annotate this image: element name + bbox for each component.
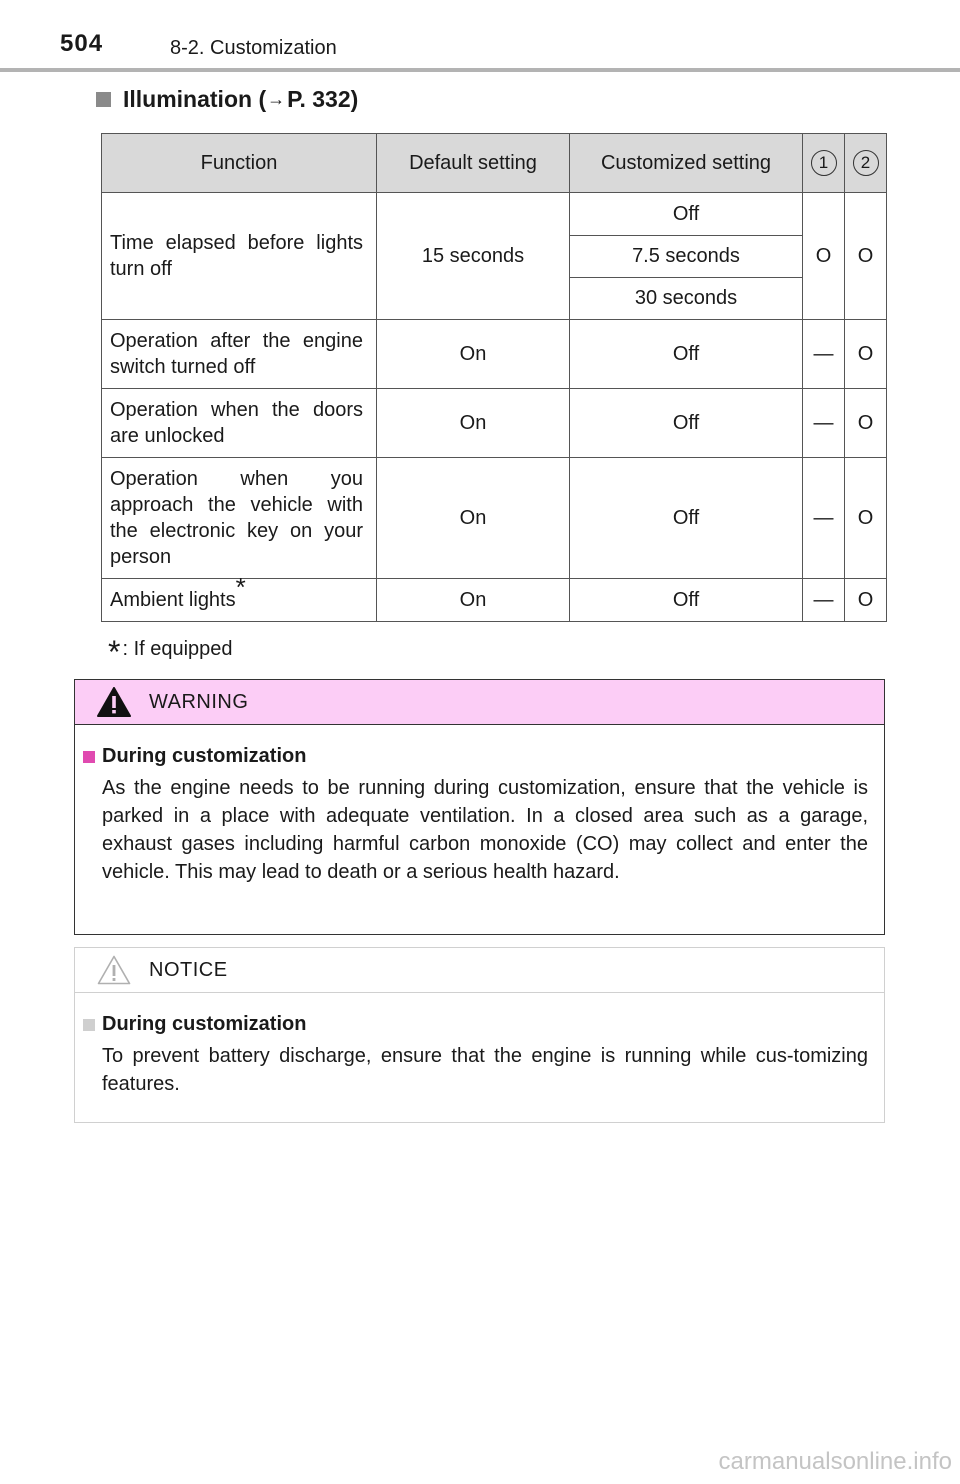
header-function: Function [102,134,377,193]
method-2-cell: O [845,458,887,579]
header-method-1 [803,134,845,193]
method-2-cell: O [845,193,887,320]
custom-cell: Off [570,389,803,458]
function-cell: Operation when you approach the vehicle with the electronic key on your person [102,458,377,579]
method-2-cell: O [845,389,887,458]
footnote-asterisk: * [108,634,121,670]
warning-triangle-icon [97,687,131,717]
notice-triangle-icon [97,955,131,985]
custom-cell: Off [570,320,803,389]
circled-1-icon: 1 [811,150,837,176]
page-number: 504 [60,30,104,57]
square-bullet-icon [83,1019,95,1031]
heading-page-ref[interactable]: P. 332) [287,86,359,112]
function-cell: Operation after the engine switch turned off [102,320,377,389]
arrow-right-icon: → [267,89,286,109]
default-cell: On [377,458,570,579]
custom-cell: Off [570,579,803,622]
heading-bullet-icon [96,92,111,107]
table-row [102,193,887,236]
notice-label: NOTICE [149,958,228,981]
table-row [102,579,887,622]
circled-2-icon: 2 [853,150,879,176]
header-customized-setting: Customized setting [570,134,803,193]
footnote [108,634,233,671]
notice-subheading [83,1013,884,1036]
table-row [102,389,887,458]
settings-table [101,133,887,622]
method-2-cell: O [845,579,887,622]
section-label: 8-2. Customization [170,37,337,59]
warning-subheading-text: During customization [102,745,307,767]
notice-subheading-text: During customization [102,1013,307,1035]
warning-label: WARNING [149,690,249,713]
header-divider [0,68,960,72]
function-label: Ambient lights [110,589,236,611]
function-cell [102,572,377,622]
function-cell: Time elapsed before lights turn off [102,193,377,320]
footnote-text: : If equipped [122,638,233,660]
page-header [0,0,960,80]
method-1-cell: O [803,193,845,320]
option-cell: 7.5 seconds [570,236,803,278]
warning-box [74,679,885,935]
header-method-2 [845,134,887,193]
method-1-cell: — [803,579,845,622]
option-cell: 30 seconds [570,278,803,320]
notice-box [74,947,885,1123]
method-1-cell: — [803,320,845,389]
table-row [102,320,887,389]
warning-subheading [83,745,884,768]
default-cell: On [377,579,570,622]
method-1-cell: — [803,458,845,579]
asterisk-marker: * [235,572,246,603]
watermark: carmanualsonline.info [718,1448,952,1475]
custom-cell: Off [570,458,803,579]
table-row [102,458,887,579]
table-header-row [102,134,887,193]
notice-text: To prevent battery discharge, ensure that the engine is running while cus-tomizing features. [102,1045,868,1095]
default-cell: On [377,389,570,458]
option-cell: Off [570,193,803,236]
function-cell: Operation when the doors are unlocked [102,389,377,458]
section-heading [96,86,358,113]
notice-header [75,948,884,993]
warning-header [75,680,884,725]
warning-text: As the engine needs to be running during customization, ensure that the vehicle is parked in a place with adequate ventilation. In a closed area such as a garage, exhaust gases including harmful carbon monoxide (CO) may collect and enter the vehicle. This may lead to death or a serious health hazard. [102,777,868,883]
default-cell: On [377,320,570,389]
heading-title: Illumination ( [123,86,267,112]
header-default-setting: Default setting [377,134,570,193]
default-cell: 15 seconds [377,193,570,320]
square-bullet-icon [83,751,95,763]
method-2-cell: O [845,320,887,389]
method-1-cell: — [803,389,845,458]
